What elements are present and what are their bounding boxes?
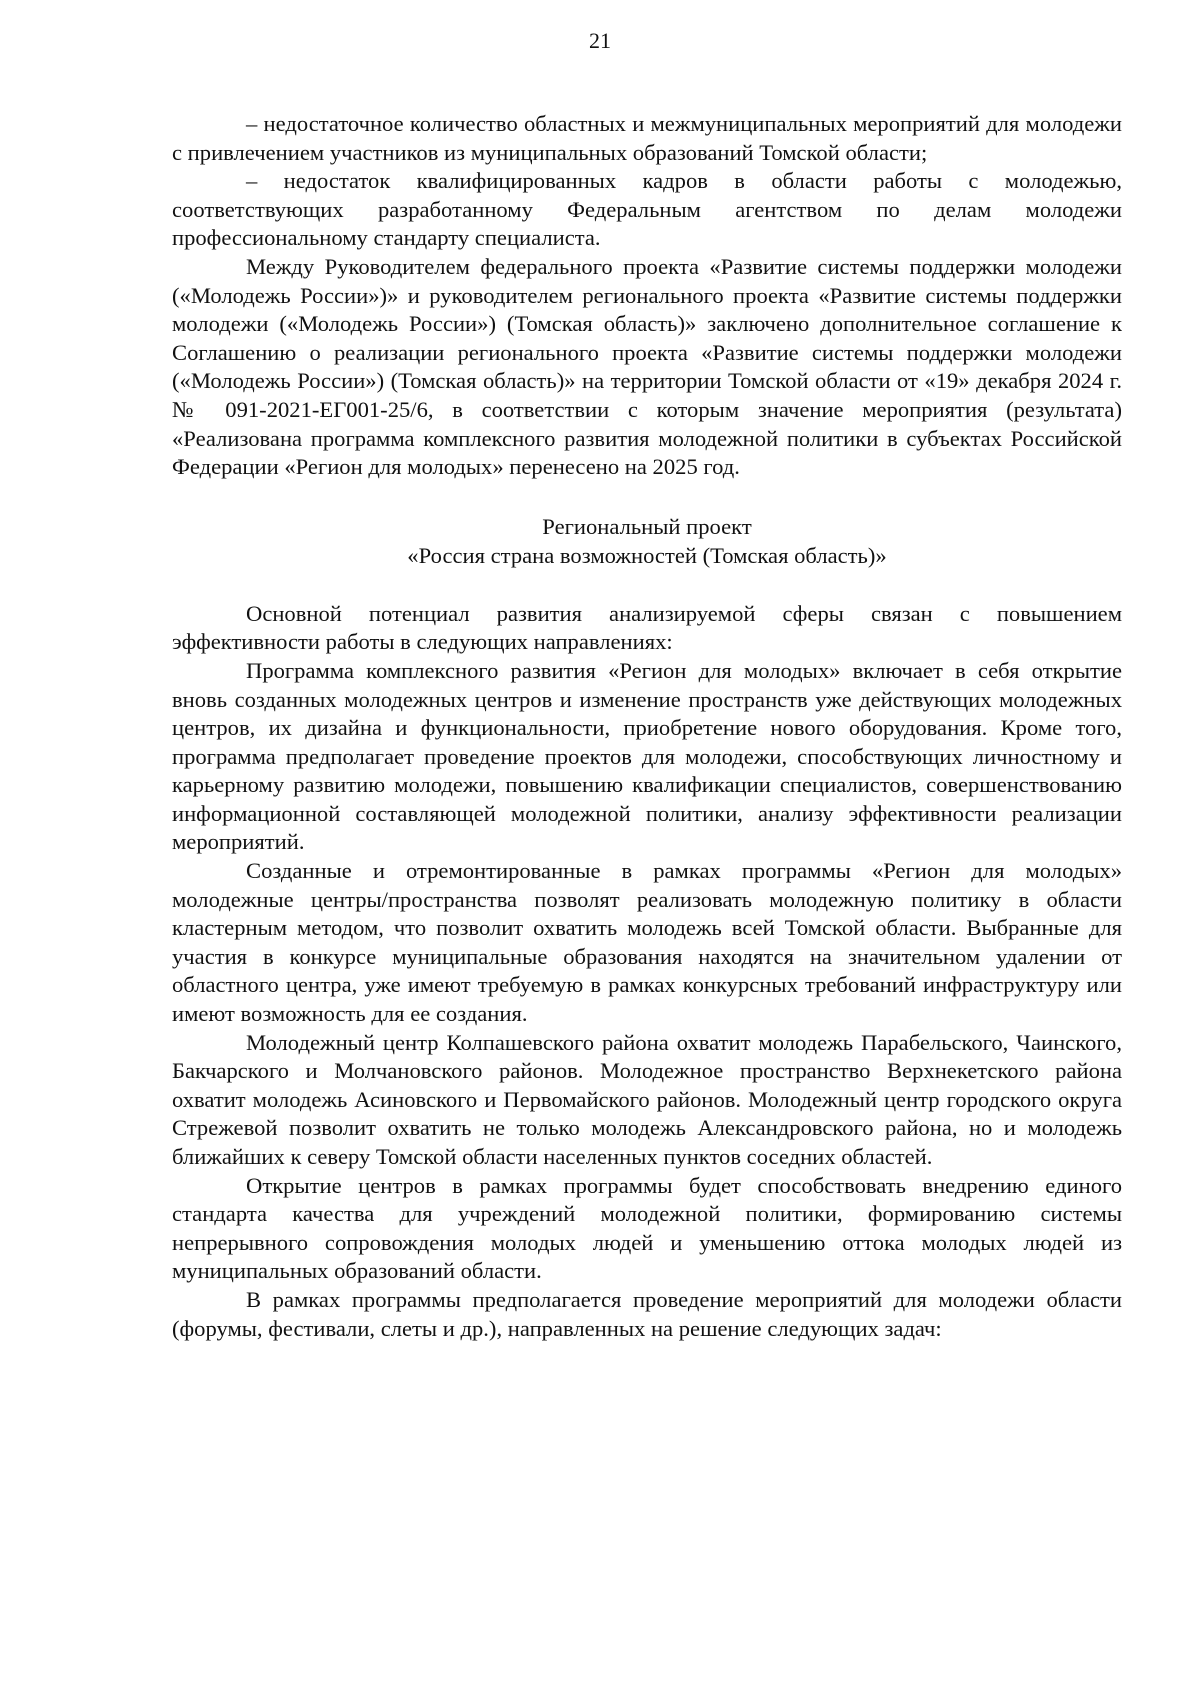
paragraph-potential: Основной потенциал развития анализируемой сферы связан с повышением эффективности работы в следующих направлениях:: [172, 600, 1122, 655]
page-number: 21: [589, 28, 611, 53]
section-heading-line1: Региональный проект: [542, 513, 752, 539]
page-content: [172, 110, 1122, 1343]
section-heading: [172, 512, 1122, 570]
paragraph-events: В рамках программы предполагается проведение мероприятий для молодежи области (форумы, фестивали, слеты и др.), направленных на решение следующих задач:: [172, 1286, 1122, 1341]
paragraph-standard: Открытие центров в рамках программы будет способствовать внедрению единого стандарта качества для учреждений молодежной политики, формированию системы непрерывного сопровождения молодых людей и уменьшению оттока молодых людей из муниципальных образований области.: [172, 1172, 1122, 1284]
paragraph-bullet-staff: – недостаток квалифицированных кадров в области работы с молодежью, соответствующих разработанному Федеральным агентством по делам молодежи профессиональному стандарту специалиста.: [172, 168, 1122, 251]
paragraph-bullet-events: – недостаточное количество областных и межмуниципальных мероприятий для молодежи с привлечением участников из муниципальных образований Томской области;: [172, 111, 1122, 165]
section-heading-line2: «Россия страна возможностей (Томская область)»: [407, 542, 887, 568]
paragraph-districts: Молодежный центр Колпашевского района охватит молодежь Парабельского, Чаинского, Бакчарского и Молчановского районов. Молодежное пространство Верхнекетского района охватит молодежь Асиновского и Первомайского районов. Молодежный центр городского округа Стрежевой позволит охватить не только молодежь Александровского района, но и молодежь ближайших к северу Томской области населенных пунктов соседних областей.: [172, 1029, 1122, 1169]
paragraph-program: Программа комплексного развития «Регион для молодых» включает в себя открытие вновь созданных молодежных центров и изменение пространств уже действующих молодежных центров, их дизайна и функциональности, приобретение нового оборудования. Кроме того, программа предполагает проведение проектов для молодежи, способствующих личностному и карьерному развитию молодежи, повышению квалификации специалистов, совершенствованию информационной составляющей молодежной политики, анализу эффективности реализации мероприятий.: [172, 657, 1122, 855]
paragraph-centers: Созданные и отремонтированные в рамках программы «Регион для молодых» молодежные центры/пространства позволят реализовать молодежную политику в области кластерным методом, что позволит охватить молодежь всей Томской области. Выбранные для участия в конкурсе муниципальные образования находятся на значительном удалении от областного центра, уже имеют требуемую в рамках конкурсных требований инфраструктуру или имеют возможность для ее создания.: [172, 858, 1122, 1027]
paragraph-agreement: Между Руководителем федерального проекта «Развитие системы поддержки молодежи («Молодежь России»)» и руководителем регионального проекта «Развитие системы поддержки молодежи («Молодежь России») (Томская область)» заключено дополнительное соглашение к Соглашению о реализации регионального проекта «Развитие системы поддержки молодежи («Молодежь России») (Томская область)» на территории Томской области от «19» декабря 2024 г. № 091-2021-ЕГ001-25/6, в соответствии с которым значение мероприятия (результата) «Реализована программа комплексного развития молодежной политики в субъектах Российской Федерации «Регион для молодых» перенесено на 2025 год.: [172, 253, 1122, 480]
